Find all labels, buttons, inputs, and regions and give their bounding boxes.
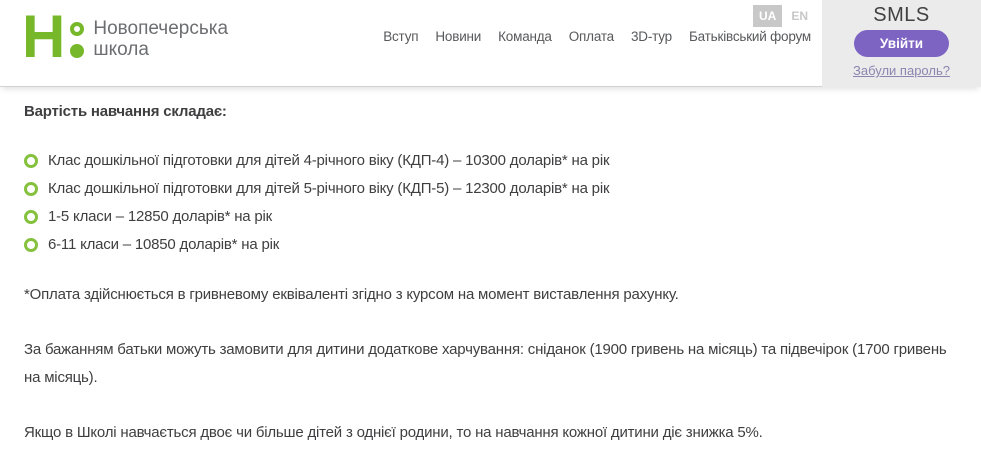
nav-item-vstup[interactable]: Вступ xyxy=(383,28,419,44)
smls-title: SMLS xyxy=(873,4,930,26)
nav-item-novyny[interactable]: Новини xyxy=(435,28,482,44)
content-area xyxy=(0,103,981,447)
login-button[interactable]: Увійти xyxy=(854,30,949,57)
tuition-list xyxy=(24,151,957,254)
main-nav xyxy=(383,0,811,72)
nav-item-parents-forum[interactable]: Батьківський форум xyxy=(689,28,811,44)
meals-note: За бажанням батьки можуть замовити для дитини додаткове харчування: сніданок (1900 гривень на місяць) та підвечірок (1700 гривень на місяць). xyxy=(24,341,947,386)
list-item-text: Клас дошкільної підготовки для дітей 4-річного віку (КДП-4) – 10300 доларів* на рік xyxy=(48,152,610,169)
logo-text-line2: школа xyxy=(93,39,149,60)
list-item-text: 6-11 класи – 10850 доларів* на рік xyxy=(48,236,280,253)
payment-note: *Оплата здійснюється в гривневому еквіваленті згідно з курсом на момент виставлення рахунку. xyxy=(24,286,679,303)
logo-ring-icon xyxy=(70,22,84,36)
header xyxy=(0,0,981,87)
list-item-text: Клас дошкільної підготовки для дітей 5-річного віку (КДП-5) – 12300 доларів* на рік xyxy=(48,180,610,197)
page-heading: Вартість навчання складає: xyxy=(24,103,227,120)
logo-text-line1: Новопечерська xyxy=(93,18,229,39)
bullet-ring-icon xyxy=(24,238,38,252)
lang-ua-button[interactable]: UA xyxy=(753,5,782,27)
bullet-ring-icon xyxy=(24,182,38,196)
discount-note: Якщо в Школі навчається двоє чи більше дітей з однієї родини, то на навчання кожної дитини діє знижка 5%. xyxy=(24,424,763,441)
list-item xyxy=(24,179,957,198)
bullet-ring-icon xyxy=(24,154,38,168)
logo-text xyxy=(93,18,228,60)
lang-en-button[interactable]: EN xyxy=(791,9,808,23)
logo-dot-icon xyxy=(70,44,84,58)
list-item xyxy=(24,151,957,170)
list-item xyxy=(24,235,957,254)
list-item xyxy=(24,207,957,226)
nav-item-komanda[interactable]: Команда xyxy=(498,28,552,44)
nav-item-oplata[interactable]: Оплата xyxy=(568,28,614,44)
bullet-ring-icon xyxy=(24,210,38,224)
language-switcher xyxy=(753,5,808,27)
logo-letter: Н xyxy=(22,3,64,70)
forgot-password-link[interactable]: Забули пароль? xyxy=(853,63,950,78)
list-item-text: 1-5 класи – 12850 доларів* на рік xyxy=(48,208,273,225)
nav-item-3d-tour[interactable]: 3D-тур xyxy=(631,28,672,44)
logo-colon-icon xyxy=(70,22,84,58)
school-logo[interactable] xyxy=(22,3,229,70)
login-panel xyxy=(822,0,981,87)
